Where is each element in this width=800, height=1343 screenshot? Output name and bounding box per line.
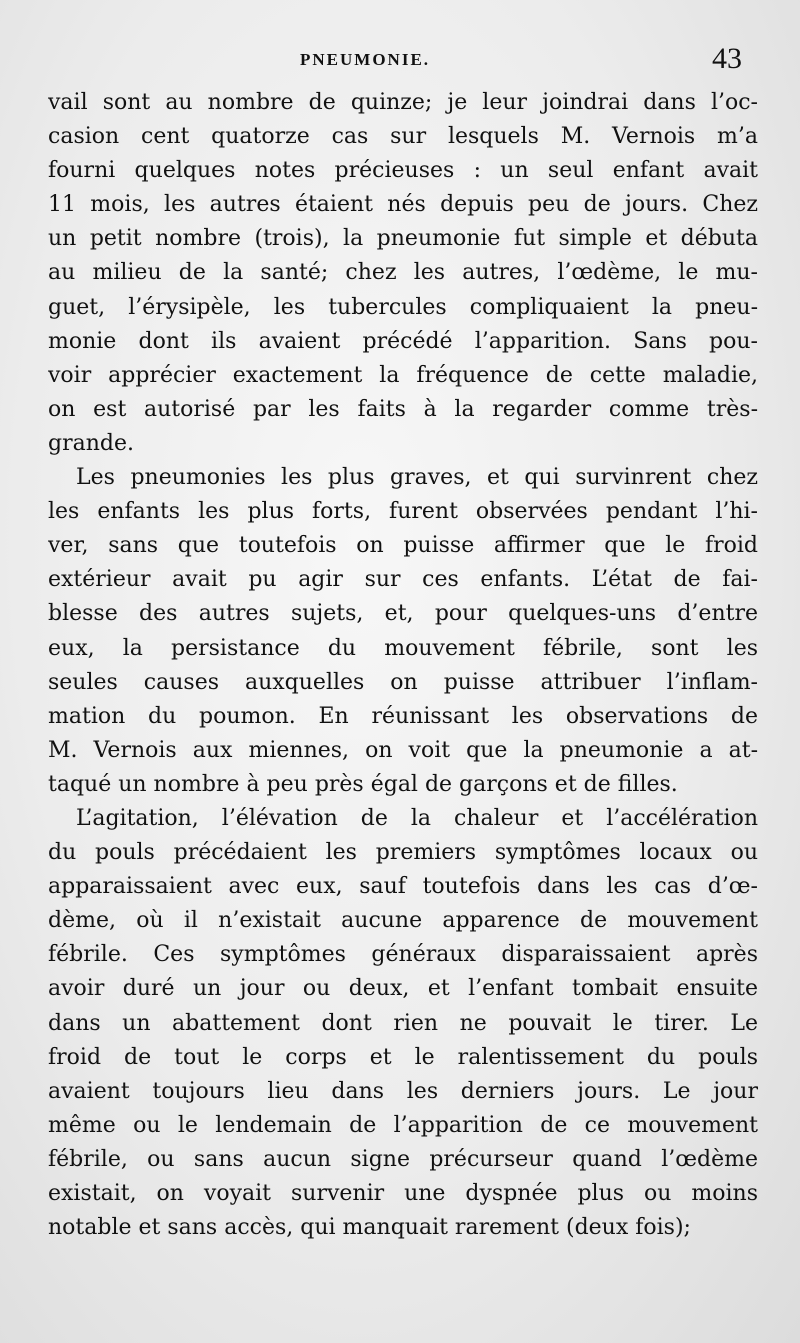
text-line: fébrile, ou sans aucun signe précurseur quand l’œdème bbox=[48, 1146, 758, 1172]
text-line: apparaissaient avec eux, sauf toutefois dans les cas d’œ- bbox=[48, 874, 758, 900]
text-line: même ou le lendemain de l’apparition de ce mouvement bbox=[48, 1112, 758, 1138]
text-line: fébrile. Ces symptômes généraux disparaissaient après bbox=[48, 942, 758, 968]
text-line: les enfants les plus forts, furent observées pendant l’hi- bbox=[48, 499, 758, 525]
text-line: L’agitation, l’élévation de la chaleur et l’accélération bbox=[76, 805, 758, 831]
body-text bbox=[48, 86, 758, 1245]
text-line: avoir duré un jour ou deux, et l’enfant tombait ensuite bbox=[48, 976, 758, 1002]
text-line: blesse des autres sujets, et, pour quelques-uns d’entre bbox=[48, 601, 758, 627]
text-line: un petit nombre (trois), la pneumonie fut simple et débuta bbox=[48, 226, 758, 252]
text-line: casion cent quatorze cas sur lesquels M. Vernois m’a bbox=[48, 124, 758, 150]
text-line: mation du poumon. En réunissant les observations de bbox=[48, 703, 758, 729]
running-head: PNEUMONIE. bbox=[300, 50, 431, 69]
text-line: Les pneumonies les plus graves, et qui survinrent chez bbox=[76, 465, 758, 491]
text-line: existait, on voyait survenir une dyspnée plus ou moins bbox=[48, 1181, 758, 1206]
text-line: dans un abattement dont rien ne pouvait le tirer. Le bbox=[48, 1010, 758, 1036]
text-line: vail sont au nombre de quinze; je leur joindrai dans l’oc- bbox=[48, 90, 758, 115]
text-line: notable et sans accès, qui manquait rarement (deux fois); bbox=[48, 1215, 691, 1241]
text-line: avaient toujours lieu dans les derniers jours. Le jour bbox=[48, 1078, 758, 1104]
page-number: 43 bbox=[712, 42, 742, 75]
text-line: extérieur avait pu agir sur ces enfants. L’état de fai- bbox=[48, 567, 758, 593]
text-line: 11 mois, les autres étaient nés depuis peu de jours. Chez bbox=[48, 192, 758, 218]
text-line: grande. bbox=[48, 430, 134, 456]
text-line: voir apprécier exactement la fréquence de cette maladie, bbox=[48, 362, 758, 388]
text-line: fourni quelques notes précieuses : un seul enfant avait bbox=[48, 158, 758, 184]
text-line: ver, sans que toutefois on puisse affirmer que le froid bbox=[48, 533, 758, 559]
text-line: au milieu de la santé; chez les autres, l’œdème, le mu- bbox=[48, 260, 758, 286]
text-line: du pouls précédaient les premiers symptômes locaux ou bbox=[48, 840, 758, 866]
text-line: froid de tout le corps et le ralentissement du pouls bbox=[48, 1044, 758, 1070]
text-line: seules causes auxquelles on puisse attribuer l’inflam- bbox=[48, 669, 758, 695]
text-line: guet, l’érysipèle, les tubercules compliquaient la pneu- bbox=[48, 294, 758, 320]
text-line: M. Vernois aux miennes, on voit que la pneumonie a at- bbox=[48, 737, 758, 763]
text-line: monie dont ils avaient précédé l’apparition. Sans pou- bbox=[48, 328, 758, 354]
text-line: dème, où il n’existait aucune apparence de mouvement bbox=[48, 908, 758, 934]
text-line: eux, la persistance du mouvement fébrile, sont les bbox=[48, 635, 758, 661]
text-line: taqué un nombre à peu près égal de garçons et de filles. bbox=[48, 771, 678, 797]
text-line: on est autorisé par les faits à la regarder comme très- bbox=[48, 396, 758, 422]
